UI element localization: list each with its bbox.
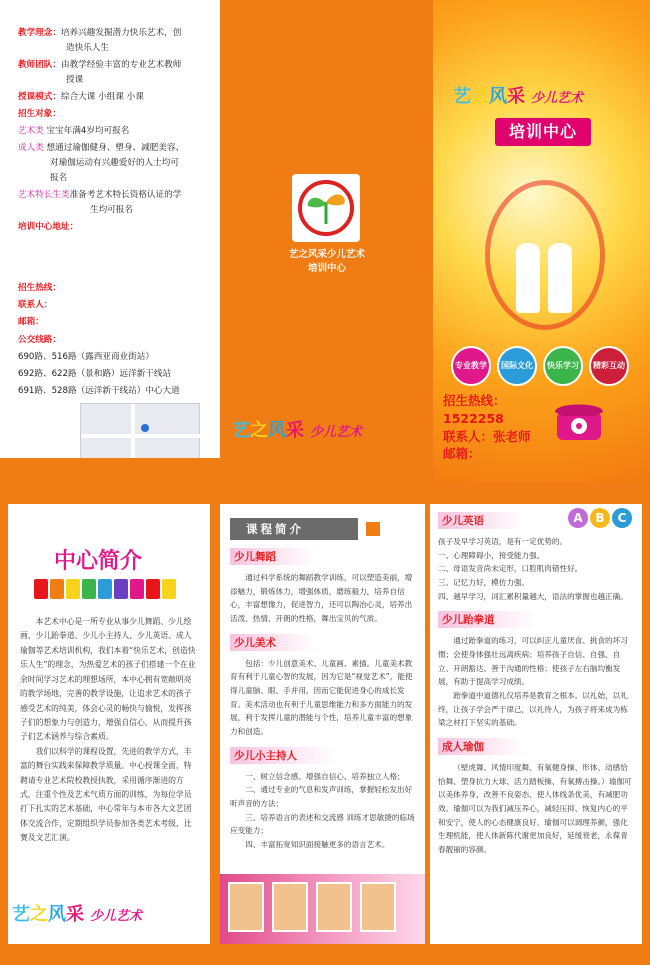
brand-char: 之: [250, 420, 268, 441]
brand-char: 采: [286, 420, 304, 441]
contact-label: 招生热线：: [18, 283, 61, 294]
abc-letter: C: [612, 508, 632, 528]
info-label: 教师团队：: [18, 60, 61, 71]
brand-sub: 少儿艺术: [90, 909, 143, 924]
film-photo: [316, 882, 352, 932]
brand-wordmark: [232, 416, 362, 442]
info-label: 招生对象：: [18, 109, 61, 120]
bus-line: 691路、528路（远洋新干线站）中心大道: [18, 385, 180, 396]
contact-label: 公交线路：: [18, 334, 61, 345]
brand-wordmark: [12, 900, 142, 926]
logo: [292, 174, 360, 242]
brand-char: 之: [30, 904, 48, 925]
kids-photo: [485, 180, 605, 330]
address-label: 培训中心地址：: [18, 222, 79, 233]
info-text-cont: 造快乐人生: [66, 43, 109, 54]
contact-person: 联系人：张老师: [443, 428, 531, 444]
info-row: [18, 26, 210, 56]
brand-char: 风: [489, 86, 507, 107]
brand-wordmark: [453, 82, 583, 108]
info-row: [18, 90, 210, 105]
brand-char: 之: [471, 86, 489, 107]
film-photo: [228, 882, 264, 932]
email-label: 邮箱：: [443, 446, 481, 462]
telephone-icon: [551, 396, 607, 442]
info-text: 培养兴趣发掘潜力快乐艺术，创: [60, 28, 182, 38]
host-item: 二、通过专业的气息和发声训练，掌握轻松发出好听声音的方法；: [230, 785, 413, 808]
yoga-title: 成人瑜伽: [438, 738, 524, 755]
cover-title: 培训中心: [495, 118, 591, 146]
feature-circle: 专业教学: [451, 346, 491, 386]
brand-char: 艺: [232, 420, 250, 441]
logo-title: [262, 248, 392, 277]
abc-letter: B: [590, 508, 610, 528]
english-item: 一、心理障碍小，接受能力强。: [438, 550, 545, 560]
target-text: 想通过瑜伽健身、塑身、减肥美容、: [46, 143, 185, 154]
target-text: 准备考艺术特长资格认证的学: [69, 190, 182, 201]
hotline-number: 1522258: [443, 410, 504, 426]
host-item: 一、树立信念感、增强自信心、培养独立人格；: [245, 771, 405, 781]
info-label: 授课模式：: [18, 92, 61, 103]
brand-char: 艺: [453, 86, 471, 107]
brand-char: 采: [66, 904, 84, 925]
host-item: 四、丰富拓宽知识面接触更多的语言艺术。: [245, 839, 390, 849]
target-text-cont: 对瑜伽运动有兴趣爱好的人士均可: [50, 158, 179, 169]
film-photo: [360, 882, 396, 932]
feature-circle: 快乐学习: [543, 346, 583, 386]
art-text: 包括：少儿创意美术、儿童画、素描。儿童美术教育有利于儿童心智的发展，因为它是“视觉艺术”，能使得儿童脑、眼、手并用，因而它能促进身心的成长发育。美术活动也有利于儿童思维能力和多方面能力的发展，利于发挥儿童的潜能与个性，培养儿童丰富的想象力和创造。: [230, 658, 413, 736]
dance-title: 少儿舞蹈: [230, 548, 316, 565]
english-item: 二、母语发音尚未定形，口腔肌肉错性好。: [438, 564, 583, 574]
yoga-text: （壁虎舞、风情印度舞、有氧健身操、形体、动感恰恰舞、塑身抗力大球、活力踏板操、有氧搏击操。）瑜伽可以美体养身，改善不良姿态、使人体线条优美，有减肥功效。瑜伽可以为我们减压养心，减轻压抑、恢复内心的平和安宁，使人的心态健康良好。瑜伽可以调理养颜，强化生理机能，使人体新陈代谢更加良好，延缓衰老，永葆青春靓丽的容颜。: [438, 762, 632, 854]
target-text-cont: 生均可报名: [90, 205, 133, 216]
abc-letter: A: [568, 508, 588, 528]
target-row: [18, 124, 210, 139]
cover-panel: [433, 0, 650, 482]
brand-char: 风: [268, 420, 286, 441]
brand-char: 采: [507, 86, 525, 107]
info-row: [18, 58, 210, 88]
feature-circle: 精彩互动: [589, 346, 629, 386]
courses-panel: [220, 504, 425, 944]
intro-paragraph: 本艺术中心是一所专业从事少儿舞蹈、少儿绘画、少儿跆拳道、少儿小主持人、少儿英语、成人瑜伽等艺术培训机构，我们本着“快乐艺术，创造快乐人生”的理念，为热爱艺术的孩子们搭建一个在业余时间学习艺术的理想场所，本中心拥有宽敞明亮的教学场地，完善的教学设施，让追求艺术的孩子感受艺术的纯美，体会心灵的畅快与愉悦，发挥孩子们的想象力与创造力，增强自信心，从而提升孩子们艺术涵养与综合素质。: [20, 617, 196, 742]
brand-char: 艺: [12, 904, 30, 925]
english-item: 四、越早学习，词汇累积量越大，语法的掌握也越正确。: [438, 591, 628, 601]
target-label: 成人类: [18, 143, 44, 154]
intro-title: 中心简介: [54, 549, 143, 574]
dance-text: 通过科学系统的舞蹈教学训练，可以塑造美丽，增添魅力，锻炼体力，增强体质，磨练毅力，培养自信心，丰富想像力，促进智力，还可以陶冶心灵，培养出活泼、热情、开朗的性格，舞出宝贝的气质。: [230, 573, 413, 623]
english-intro: 孩子及早学习英语，是有一定优势的。: [438, 537, 568, 546]
contact-label: 联系人：: [18, 300, 53, 311]
contact-row: [18, 298, 210, 313]
brand-sub: 少儿艺术: [310, 425, 363, 440]
courses2-panel: [430, 504, 642, 944]
map-image: [80, 403, 200, 458]
english-item: 三、记忆力好，模仿力强。: [438, 577, 530, 587]
target-row: [18, 141, 210, 186]
bottom-sheet: [0, 482, 650, 965]
host-item: 三、培养语言的表述和交流感 训练才思敏捷的临场应变能力；: [230, 812, 415, 836]
intro-panel: [8, 504, 210, 944]
logo-title-line1: 艺之风采少儿艺术: [288, 249, 365, 260]
host-title: 少儿小主持人: [230, 747, 337, 764]
feature-circle: 国际文化: [497, 346, 537, 386]
info-panel: [0, 0, 220, 458]
rainbow-keys-icon: [34, 579, 198, 599]
bus-line: 692路、622路（景和路）远洋新干线站: [18, 368, 172, 379]
info-text-cont: 授课: [66, 75, 84, 86]
kid-figure: [516, 243, 540, 313]
cover-contact: [443, 392, 531, 463]
taekwondo-text: 通过跆拳道的练习，可以纠正儿童厌食、挑食的坏习惯；会使身体强壮远离疾病；培养孩子自信、自强、自立、开朗豁达、善于沟通的性格；使孩子左右脑均衡发展，有助于提高学习成绩。: [438, 636, 628, 687]
address-row: [18, 220, 210, 235]
info-label: 教学理念：: [18, 28, 61, 38]
art-title: 少儿美术: [230, 634, 316, 651]
taekwondo-title: 少儿跆拳道: [438, 611, 535, 628]
english-title: 少儿英语: [438, 512, 524, 529]
target-row: [18, 188, 210, 218]
film-photo: [272, 882, 308, 932]
photo-filmstrip: [220, 874, 425, 944]
contact-row: [18, 281, 210, 296]
info-row: [18, 107, 210, 122]
contact-row: [18, 333, 210, 348]
taekwondo-text: 跆拳道中道德礼仪培养是教育之根本。以礼始，以礼终，让孩子学会严于律己，以礼待人，为孩子将来成为栋梁之材打下坚实的基础。: [438, 690, 628, 728]
bus-line: 690路、516路（露西亚商业街站）: [18, 351, 154, 362]
target-text: 宝宝年满4岁均可报名: [46, 126, 130, 137]
info-text: 综合大课 小组课 小课: [60, 92, 144, 103]
brand-sub: 少儿艺术: [531, 91, 584, 106]
feature-circles: [451, 346, 629, 386]
contact-label: 邮箱：: [18, 317, 44, 328]
sprout-logo-icon: [292, 174, 360, 242]
logo-panel: [220, 0, 433, 482]
map-pin-icon: [141, 424, 149, 432]
intro-paragraph: 我们以科学的课程设置，先进的教学方式，丰富的舞台实践来保障教学质量。中心授课全面，特聘请专业艺术院校教授执教，采用循序渐进的方式，注重个性及艺术气质方面的训练，为每位学员打下扎实的艺术基础，中心常年与本市各大文艺团体交流合作，定期组织学员参加各类艺术考级、比赛及文艺汇演。: [20, 746, 192, 843]
info-text: 由教学经验丰富的专业艺术教师: [60, 60, 182, 71]
target-text-cont: 报名: [50, 173, 68, 184]
contact-row: [18, 315, 210, 330]
hotline-label: 招生热线：: [443, 393, 506, 408]
brand-char: 风: [48, 904, 66, 925]
abc-icon: [568, 508, 632, 528]
courses-header: 课程简介: [230, 518, 358, 540]
target-label: 艺术特长生类: [18, 190, 70, 201]
target-label: 艺术类: [18, 126, 44, 137]
top-sheet: [0, 0, 650, 482]
logo-title-line2: 培训中心: [307, 263, 346, 275]
kid-figure: [548, 243, 572, 313]
